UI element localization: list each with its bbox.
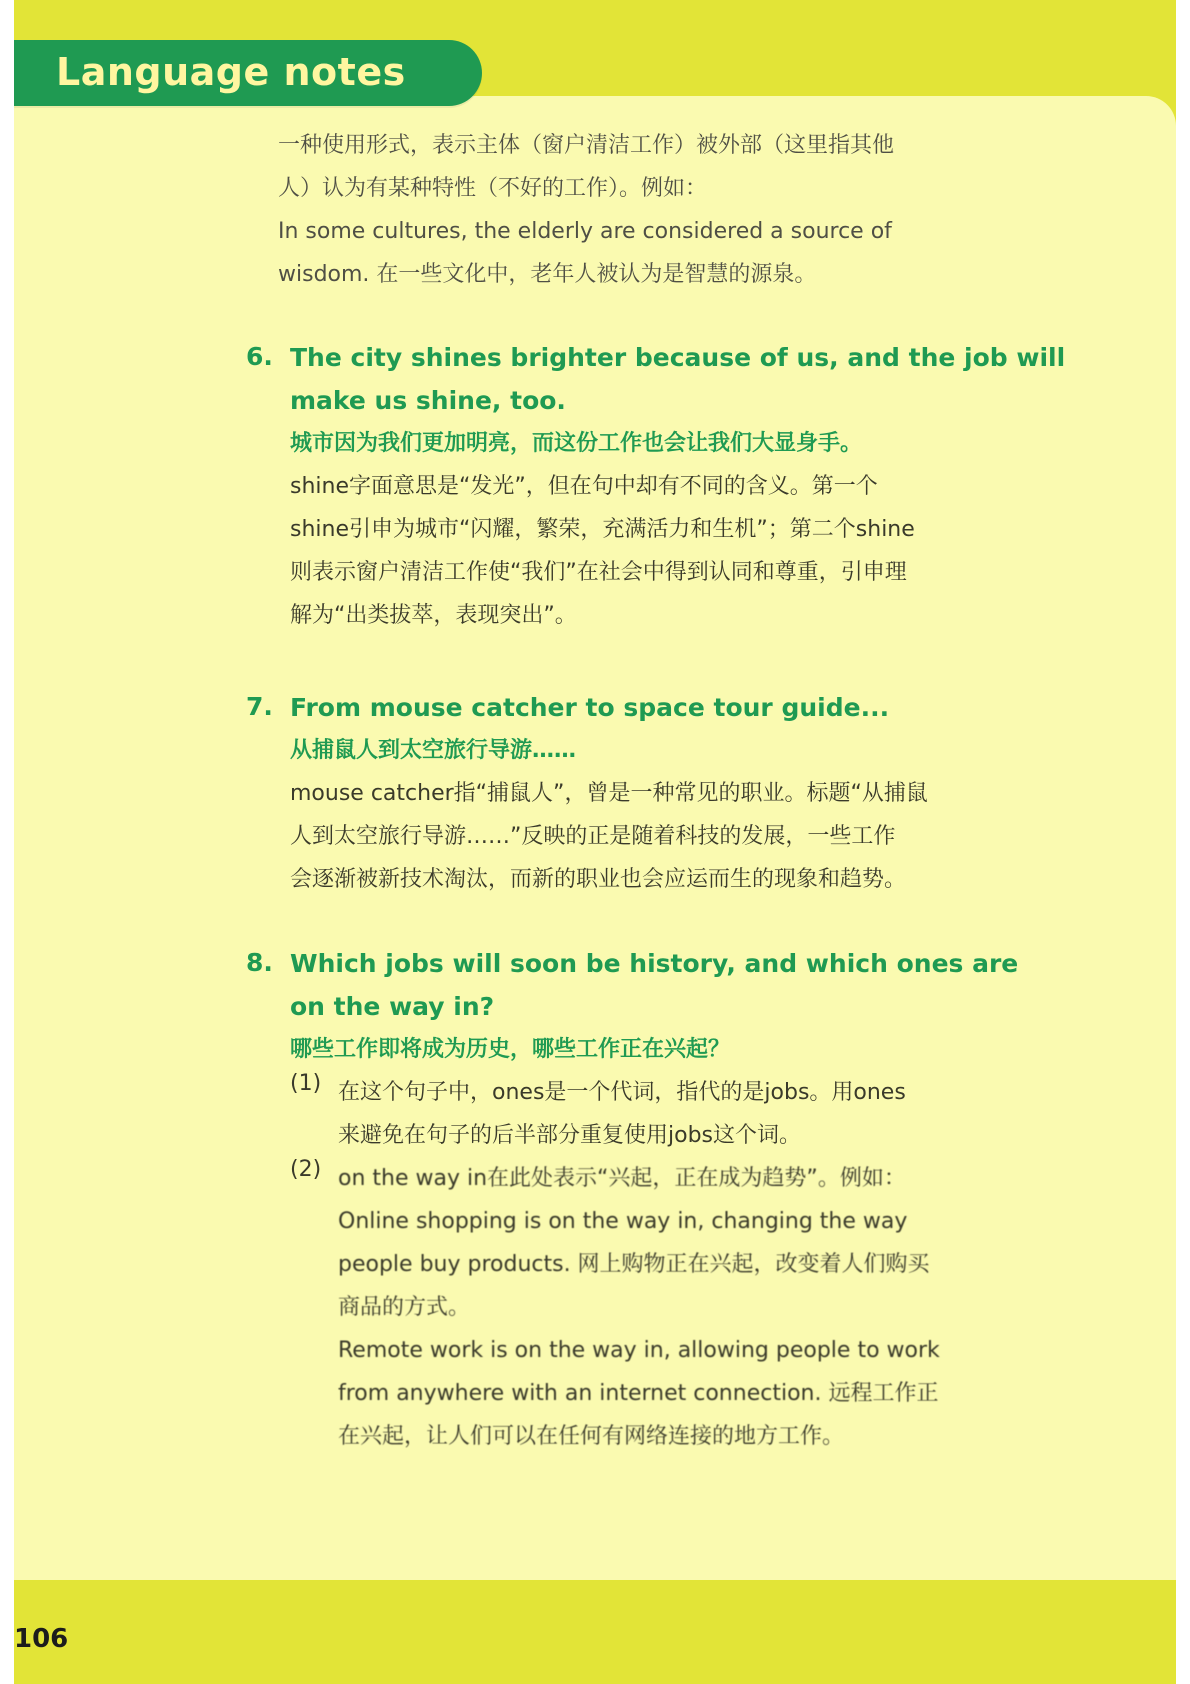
section-title: Language notes [56,50,406,94]
note-heading: The city shines brighter because of us, and the job will [290,343,1066,372]
intro-line: wisdom. 在一些文化中，老年人被认为是智慧的源泉。 [278,262,817,287]
note-heading: Which jobs will soon be history, and which ones are [290,949,1019,978]
note-translation: 从捕鼠人到太空旅行导游…… [290,738,577,763]
subitem-line: 在兴起，让人们可以在任何有网络连接的地方工作。 [338,1424,845,1449]
note-body-line: shine字面意思是“发光”，但在句中却有不同的含义。第一个 [290,474,878,499]
note-body-line: 则表示窗户清洁工作使“我们”在社会中得到认同和尊重，引申理 [290,560,907,585]
note-body-line: 会逐渐被新技术淘汰，而新的职业也会应运而生的现象和趋势。 [290,867,907,892]
intro-line: In some cultures, the elderly are considered a source of [278,219,892,244]
note-8 [290,942,1018,1071]
note-body-line: mouse catcher指“捕鼠人”，曾是一种常见的职业。标题“从捕鼠 [290,781,928,806]
subitem-2 [338,1157,940,1458]
note-number: 7. [246,692,273,721]
subitem-line: people buy products. 网上购物正在兴起，改变着人们购买 [338,1252,930,1277]
subitem-line: 商品的方式。 [338,1295,471,1320]
book-page [14,0,1176,1684]
subitem-1 [338,1071,906,1157]
note-number: 6. [246,342,273,371]
subitem-line: Online shopping is on the way in, changing the way [338,1209,908,1234]
subitem-line: 在这个句子中，ones是一个代词，指代的是jobs。用ones [338,1080,906,1105]
subitem-line: Remote work is on the way in, allowing people to work [338,1338,940,1363]
note-number: 8. [246,948,273,977]
note-body-line: 解为“出类拔萃，表现突出”。 [290,603,577,628]
note-heading: From mouse catcher to space tour guide... [290,693,890,722]
note-7 [290,686,928,901]
subitem-label: (2) [290,1157,322,1182]
intro-line: 人）认为有某种特性（不好的工作）。例如： [278,176,708,201]
note-heading: on the way in? [290,992,495,1021]
page-number: 106 [14,1624,69,1654]
intro-paragraph [278,124,894,296]
note-body-line: shine引申为城市“闪耀，繁荣，充满活力和生机”；第二个shine [290,517,915,542]
note-6 [290,336,1065,637]
note-translation: 哪些工作即将成为历史，哪些工作正在兴起？ [290,1037,731,1062]
subitem-line: on the way in在此处表示“兴起，正在成为趋势”。例如： [338,1166,906,1191]
section-tab [14,40,482,106]
subitem-line: from anywhere with an internet connection. 远程工作正 [338,1381,939,1406]
subitem-line: 来避免在句子的后半部分重复使用jobs这个词。 [338,1123,802,1148]
intro-line: 一种使用形式，表示主体（窗户清洁工作）被外部（这里指其他 [278,133,895,158]
note-body-line: 人到太空旅行导游……”反映的正是随着科技的发展，一些工作 [290,824,896,849]
subitem-label: (1) [290,1071,322,1096]
note-heading: make us shine, too. [290,386,566,415]
note-translation: 城市因为我们更加明亮，而这份工作也会让我们大显身手。 [290,431,863,456]
